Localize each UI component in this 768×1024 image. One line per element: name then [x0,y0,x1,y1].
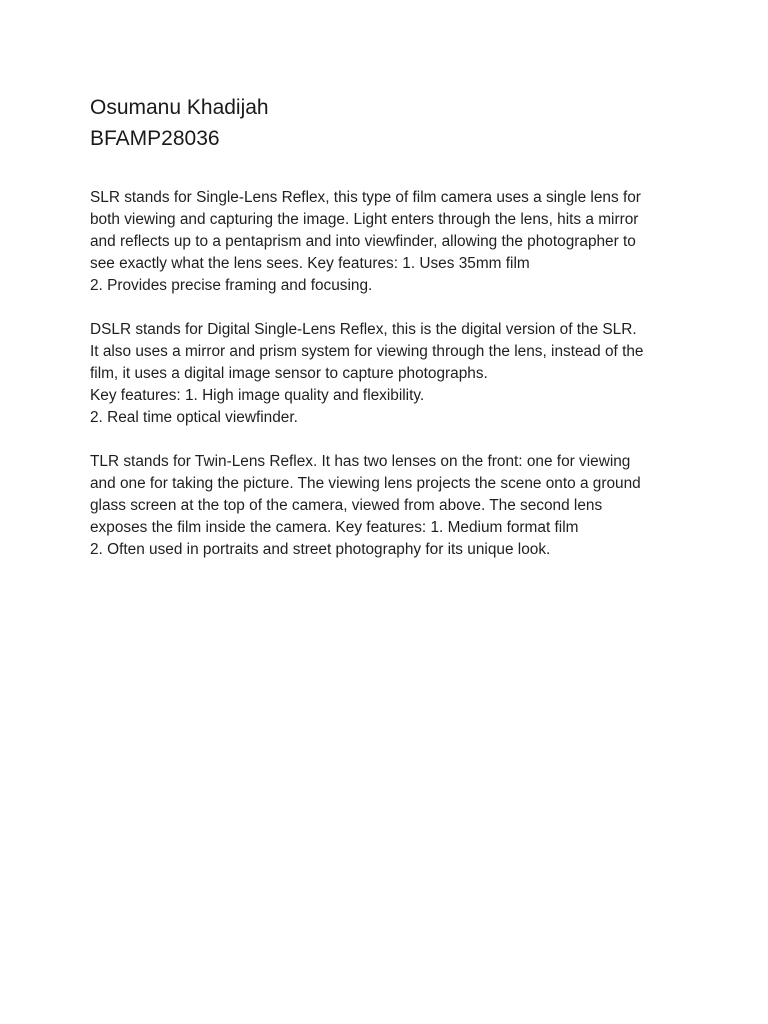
author-name: Osumanu Khadijah [90,96,269,119]
paragraph-line: see exactly what the lens sees. Key features: 1. Uses 35mm film [90,255,530,272]
paragraph-line: 2. Often used in portraits and street photography for its unique look. [90,541,551,558]
paragraph-line: Key features: 1. High image quality and flexibility. [90,387,425,404]
document-header [90,92,690,154]
paragraph-slr [90,187,690,297]
paragraph-tlr [90,451,690,561]
paragraph-line: and reflects up to a pentaprism and into viewfinder, allowing the photographer to [90,233,636,250]
paragraph-line: glass screen at the top of the camera, viewed from above. The second lens [90,497,603,514]
paragraph-line: film, it uses a digital image sensor to capture photographs. [90,365,488,382]
paragraph-line: 2. Real time optical viewfinder. [90,409,298,426]
paragraph-line: exposes the film inside the camera. Key features: 1. Medium format film [90,519,579,536]
paragraph-line: both viewing and capturing the image. Light enters through the lens, hits a mirror [90,211,639,228]
student-id: BFAMP28036 [90,127,220,150]
paragraph-line: SLR stands for Single-Lens Reflex, this type of film camera uses a single lens for [90,189,641,206]
paragraph-line: and one for taking the picture. The viewing lens projects the scene onto a ground [90,475,641,492]
paragraph-line: 2. Provides precise framing and focusing. [90,277,373,294]
document-page [90,92,690,583]
paragraph-line: DSLR stands for Digital Single-Lens Reflex, this is the digital version of the SLR. [90,321,637,338]
paragraph-line: TLR stands for Twin-Lens Reflex. It has two lenses on the front: one for viewing [90,453,631,470]
paragraph-dslr [90,319,690,429]
paragraph-line: It also uses a mirror and prism system for viewing through the lens, instead of the [90,343,644,360]
